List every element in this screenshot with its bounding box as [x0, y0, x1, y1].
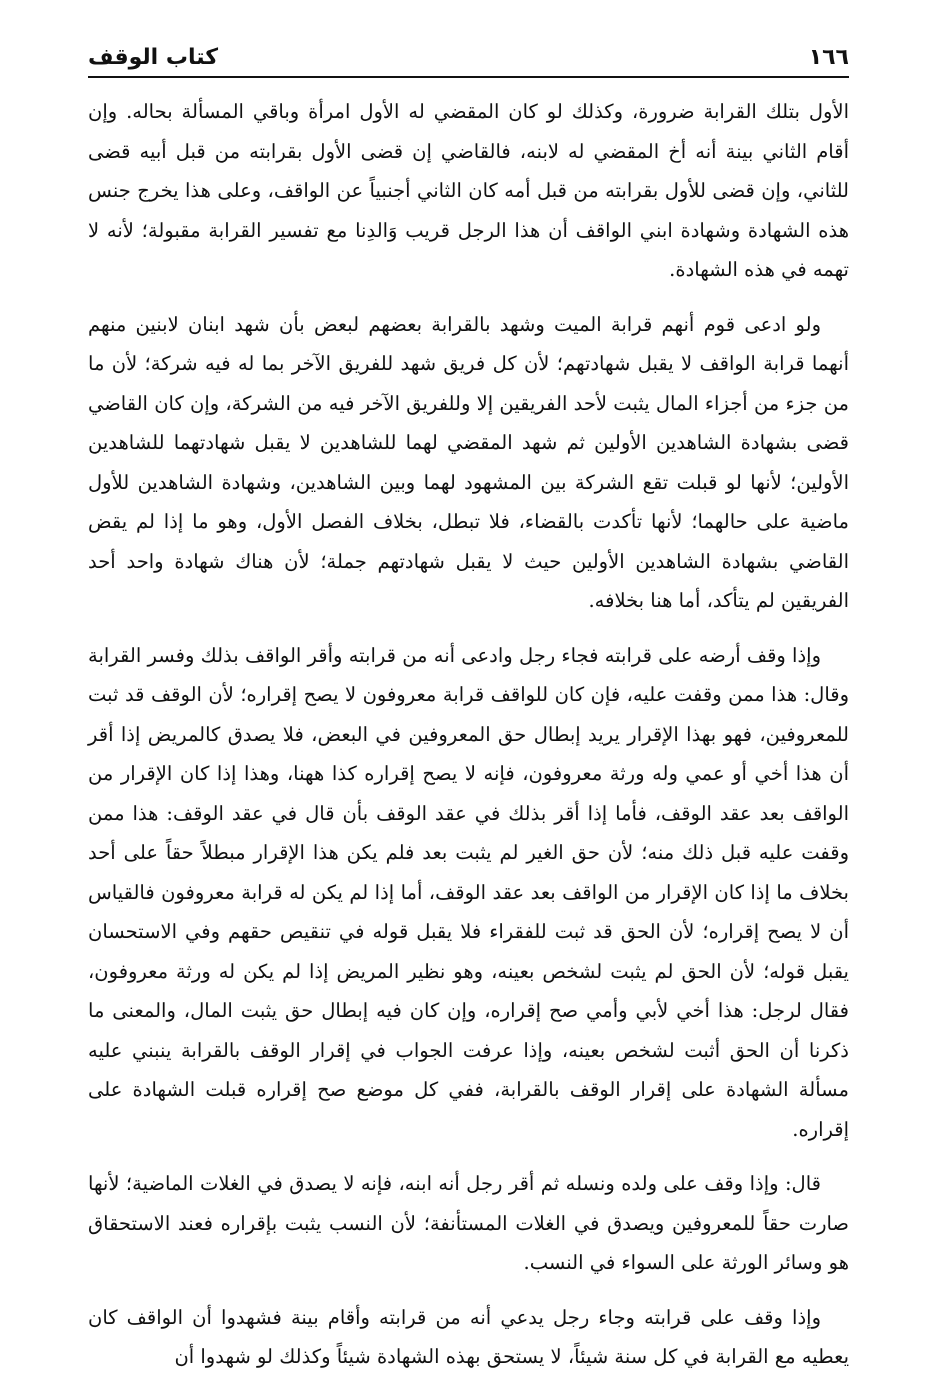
paragraph: قال: وإذا وقف على ولده ونسله ثم أقر رجل أنه ابنه، فإنه لا يصدق في الغلات الماضية؛ لأنها صارت حقاً للمعروفين ويصدق في الغلات المستأنفة؛ لأن النسب يثبت بإقراره فعند الاستحقاق هو وسائر الورثة على السواء في النسب. [88, 1172, 849, 1274]
page-body [88, 92, 849, 1377]
paragraph: ولو ادعى قوم أنهم قرابة الميت وشهد بالقرابة بعضهم لبعض بأن شهد ابنان لابنين منهم أنهما قرابة الواقف لا يقبل شهادتهم؛ لأن كل فريق شهد للفريق الآخر بما له فيه شركة؛ لأن ما من جزء من أجزاء المال يثبت لأحد الفريقين إلا وللفريق الآخر فيه من الشركة، وإن كان القاضي قضى بشهادة الشاهدين الأولين ثم شهد المقضي لهما للشاهدين لا يقبل شهادتهما للشاهدين الأولين؛ لأنها لو قبلت تقع الشركة بين المشهود لهما وبين الشاهدين، وشهادة الشاهدين للأول ماضية على حالهما؛ لأنها تأكدت بالقضاء، فلا تبطل، بخلاف الفصل الأول، وهو ما إذا لم يقض القاضي بشهادة الشاهدين الأولين حيث لا يقبل شهادتهم جملة؛ لأن هناك شهادة واحد أحد الفريقين لم يتأكد، أما هنا بخلافه. [88, 312, 849, 612]
running-title: كتاب الوقف [88, 45, 219, 70]
page-number: ١٦٦ [808, 45, 849, 70]
paragraph: الأول بتلك القرابة ضرورة، وكذلك لو كان المقضي له الأول امرأة وباقي المسألة بحاله. وإن أقام الثاني بينة أنه أخ المقضي له لابنه، فالقاضي إن قضى الأول بقرابته من قبل أبيه قضى للثاني، وإن قضى للأول بقرابته من قبل أمه كان الثاني أجنبياً عن الواقف، وعلى هذا يخرج جنس هذه الشهادة وشهادة ابني الواقف أن هذا الرجل قريب وَالدِنا مع تفسير القرابة مقبولة؛ لأنه لا تهمه في هذه الشهادة. [88, 100, 849, 281]
header-rule [88, 76, 849, 78]
page-header [88, 34, 849, 70]
paragraph: وإذا وقف على قرابته وجاء رجل يدعي أنه من قرابته وأقام بينة فشهدوا أن الواقف كان يعطيه مع القرابة في كل سنة شيئاً، لا يستحق بهذه الشهادة شيئاً وكذلك لو شهدوا أن [88, 1305, 849, 1368]
paragraph: وإذا وقف أرضه على قرابته فجاء رجل وادعى أنه من قرابته وأقر الواقف بذلك وفسر القرابة وقال: هذا ممن وقفت عليه، فإن كان للواقف قرابة معروفون لا يصح إقراره؛ لأن الوقف قد ثبت للمعروفين، فهو بهذا الإقرار يريد إبطال حق المعروفين في البعض، فلا يصدق كالمريض إذا أقر أن هذا أخي أو عمي وله ورثة معروفون، فإنه لا يصح إقراره كذا ههنا، وهذا إذا كان الإقرار من الواقف بعد عقد الوقف، فأما إذا أقر بذلك في عقد الوقف بأن قال في عقد الوقف: هذا ممن وقفت عليه قبل ذلك منه؛ لأن حق الغير لم يثبت بعد فلم يكن هذا الإقرار مبطلاً حقاً على أحد بخلاف ما إذا كان الإقرار من الواقف بعد عقد الوقف، أما إذا لم يكن له قرابة معروفون فالقياس أن لا يصح إقراره؛ لأن الحق قد ثبت للفقراء فلا يقبل قوله في تنقيص حقهم وفي الاستحسان يقبل قوله؛ لأن الحق لم يثبت لشخص بعينه، وهو نظير المريض إذا لم يكن له ورثة معروفون، فقال لرجل: هذا أخي لأبي وأمي صح إقراره، وإن كان فيه إبطال حق يثبت المال، والمعنى ما ذكرنا أن الحق أثبت لشخص بعينه، وإذا عرفت الجواب في إقرار الوقف بالقرابة ينبني عليه مسألة الشهادة على إقرار الوقف بالقرابة، ففي كل موضع صح إقراره قبلت الشهادة على إقراره. [88, 643, 849, 1141]
